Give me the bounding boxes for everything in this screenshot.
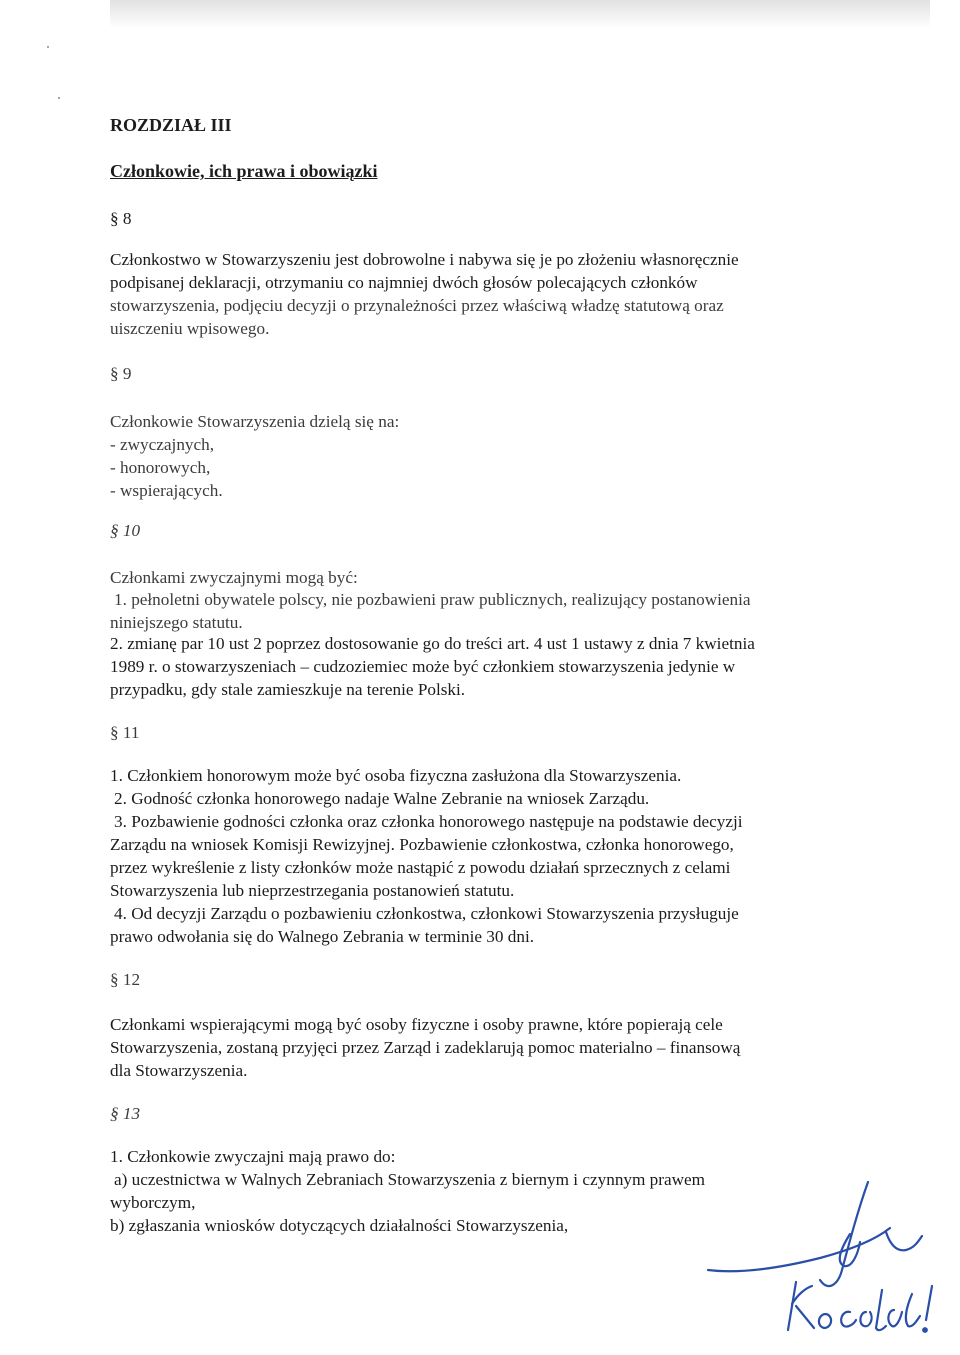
list-item: 2. zmianę par 10 ust 2 poprzez dostosowanie go do treści art. 4 ust 1 ustawy z dnia 7 kwietnia (110, 634, 755, 653)
chapter-subtitle: Członkowie, ich prawa i obowiązki (110, 161, 378, 181)
paragraph-line: 1989 r. o stowarzyszeniach – cudzoziemiec może być członkiem stowarzyszenia jedynie w (110, 657, 736, 676)
list-item: - wspierających. (110, 481, 223, 500)
list-item: 4. Od decyzji Zarządu o pozbawieniu członkostwa, członkowi Stowarzyszenia przysługuje (114, 904, 739, 923)
list-item: 3. Pozbawienie godności członka oraz członka honorowego następuje na podstawie decyzji (114, 812, 743, 831)
paragraph-line: przez wykreślenie z listy członków może nastąpić z powodu działań sprzecznych z celami (110, 858, 731, 877)
scan-speck (58, 97, 60, 99)
list-item: b) zgłaszania wniosków dotyczących działalności Stowarzyszenia, (110, 1216, 569, 1235)
paragraph-line: uiszczeniu wpisowego. (110, 319, 270, 338)
paragraph-line: Stowarzyszenia, zostaną przyjęci przez Zarząd i zadeklarują pomoc materialno – finansową (110, 1038, 741, 1057)
paragraph-line: niniejszego statutu. (110, 613, 243, 632)
scan-edge-shadow (110, 0, 930, 28)
paragraph-line: stowarzyszenia, podjęciu decyzji o przynależności przez właściwą władzę statutową oraz (110, 296, 724, 315)
list-item: a) uczestnictwa w Walnych Zebraniach Stowarzyszenia z biernym i czynnym prawem (114, 1170, 706, 1189)
paragraph-line: Stowarzyszenia lub nieprzestrzegania postanowień statutu. (110, 881, 515, 900)
scan-speck (47, 46, 49, 48)
paragraph-line: przypadku, gdy stale zamieszkuje na terenie Polski. (110, 680, 466, 699)
list-item: - zwyczajnych, (110, 435, 215, 454)
section-heading-8: § 8 (110, 209, 132, 228)
paragraph-line: podpisanej deklaracji, otrzymaniu co najmniej dwóch głosów polecających członków (110, 273, 698, 292)
paragraph-line: prawo odwołania się do Walnego Zebrania w terminie 30 dni. (110, 927, 535, 946)
list-item: - honorowych, (110, 458, 211, 477)
section-heading-11: § 11 (110, 723, 140, 742)
paragraph-line: Członkowie Stowarzyszenia dzielą się na: (110, 412, 400, 431)
list-item: 1. pełnoletni obywatele polscy, nie pozbawieni praw publicznych, realizujący postanowienia (114, 590, 751, 609)
paragraph-line: Członkostwo w Stowarzyszeniu jest dobrowolne i nabywa się je po złożeniu własnoręcznie (110, 250, 739, 269)
list-item: 1. Członkiem honorowym może być osoba fizyczna zasłużona dla Stowarzyszenia. (110, 766, 682, 785)
paragraph-line: dla Stowarzyszenia. (110, 1061, 248, 1080)
paragraph-line: Zarządu na wniosek Komisji Rewizyjnej. Pozbawienie członkostwa, członka honorowego, (110, 835, 734, 854)
list-item: 1. Członkowie zwyczajni mają prawo do: (110, 1147, 396, 1166)
paragraph-line: Członkami zwyczajnymi mogą być: (110, 568, 358, 587)
handwritten-signature (700, 1170, 950, 1340)
section-heading-12: § 12 (110, 970, 141, 989)
paragraph-line: Członkami wspierającymi mogą być osoby fizyczne i osoby prawne, które popierają cele (110, 1015, 723, 1034)
section-heading-9: § 9 (110, 364, 132, 383)
section-heading-13: § 13 (110, 1104, 141, 1123)
list-item: 2. Godność członka honorowego nadaje Walne Zebranie na wniosek Zarządu. (114, 789, 650, 808)
section-heading-10: § 10 (110, 521, 141, 540)
paragraph-line: wyborczym, (110, 1193, 196, 1212)
chapter-title: ROZDZIAŁ III (110, 115, 232, 135)
